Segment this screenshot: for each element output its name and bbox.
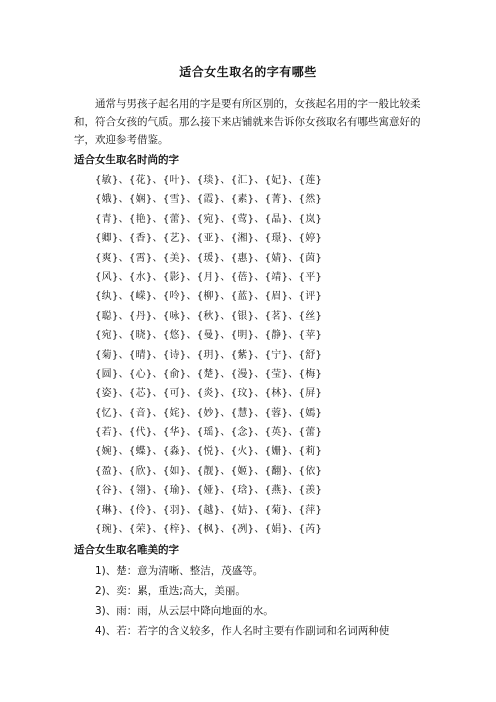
character-row: {琬}、{荣}、{梓}、{枫}、{冽}、{娟}、{芮} <box>95 524 323 536</box>
character-row: {聪}、{丹}、{咏}、{秋}、{银}、{茗}、{丝} <box>95 310 323 322</box>
character-row: {菊}、{晴}、{诗}、{玥}、{紫}、{宁}、{舒} <box>95 349 323 361</box>
list-item: 3)、雨：雨，从云层中降向地面的水。 <box>95 605 274 617</box>
character-row: {忆}、{音}、{姹}、{妙}、{慧}、{蓉}、{嫣} <box>95 407 323 419</box>
character-row: {圆}、{心}、{俞}、{楚}、{漫}、{莹}、{梅} <box>95 368 323 380</box>
character-row: {卿}、{香}、{艺}、{亚}、{湘}、{璟}、{婷} <box>95 233 323 245</box>
meaning-list <box>95 561 435 641</box>
character-row: {姿}、{芯}、{可}、{炎}、{玟}、{林}、{屏} <box>95 388 323 400</box>
character-row: {纨}、{嵘}、{呤}、{柳}、{蓝}、{眉}、{评} <box>95 291 323 303</box>
intro-paragraph: 通常与男孩子起名用的字是要有所区别的，女孩起名用的字一般比较柔和，符合女孩的气质。那么接下来店铺就来告诉你女孩取名有哪些寓意好的字，欢迎参考借鉴。 <box>74 98 421 146</box>
list-item: 1)、楚：意为清晰、整洁，茂盛等。 <box>95 565 264 577</box>
character-row: {敏}、{花}、{叶}、{琰}、{汇}、{妃}、{莲} <box>95 175 323 186</box>
character-row: {婉}、{蝶}、{淼}、{悦}、{火}、{姗}、{莉} <box>95 446 323 458</box>
character-row: {爽}、{霄}、{美}、{瑗}、{惠}、{婧}、{茵} <box>95 252 323 264</box>
character-row: {盈}、{欣}、{如}、{靓}、{姬}、{翻}、{依} <box>95 465 323 477</box>
character-row: {娥}、{娴}、{雪}、{霞}、{素}、{菁}、{然} <box>95 194 323 206</box>
character-row: {若}、{代}、{华}、{瑶}、{念}、{英}、{蕾} <box>95 427 323 439</box>
character-row: {琳}、{伶}、{羽}、{越}、{姞}、{菊}、{萍} <box>95 504 323 516</box>
document-title: 适合女生取名的字有哪些 <box>179 65 317 79</box>
section-heading-beautiful: 适合女生取名唯美的字 <box>74 544 179 556</box>
section-heading-fashionable: 适合女生取名时尚的字 <box>74 154 179 166</box>
character-row: {宛}、{晓}、{悠}、{曼}、{明}、{静}、{苹} <box>95 330 323 342</box>
character-row: {风}、{水}、{影}、{月}、{蓓}、{靖}、{平} <box>95 271 323 283</box>
list-item: 2)、奕：累，重迭;高大，美丽。 <box>95 585 246 597</box>
character-row: {谷}、{翎}、{瑜}、{娅}、{琀}、{燕}、{羡} <box>95 485 323 497</box>
character-list <box>95 171 415 539</box>
character-row: {青}、{艳}、{蕾}、{宛}、{莺}、{晶}、{岚} <box>95 213 323 225</box>
list-item: 4)、若：若字的含义较多，作人名时主要有作副词和名词两种使 <box>95 625 390 637</box>
